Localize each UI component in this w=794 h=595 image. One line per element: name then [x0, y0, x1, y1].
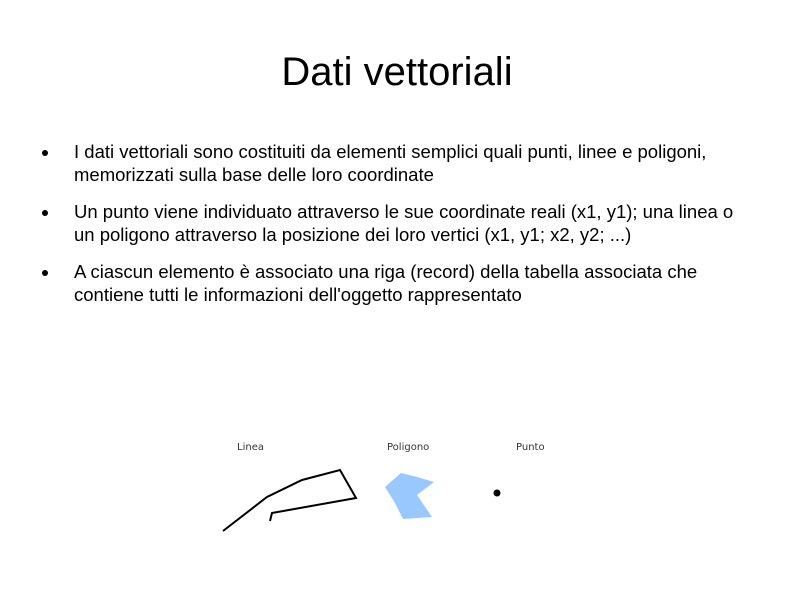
bullet-text: I dati vettoriali sono costituiti da elementi semplici quali punti, linee e poligoni, memorizzati sulla base delle loro coordinate: [74, 141, 707, 185]
slide-title: Dati vettoriali: [281, 50, 513, 94]
polygon-label: Poligono: [387, 442, 430, 453]
vector-types-figure: [215, 435, 555, 535]
line-label: Linea: [237, 442, 264, 453]
bullet-text: A ciascun elemento è associato una riga (record) della tabella associata che contiene tutti le informazioni dell'oggetto rappresentato: [74, 261, 698, 305]
polygon-feature: [385, 473, 434, 519]
bullet-text: Un punto viene individuato attraverso le sue coordinate reali (x1, y1); una linea o un poligono attraverso la posizione dei loro vertici (x1, y1; x2, y2; ...): [74, 201, 734, 245]
bullet-item: [0, 260, 794, 306]
vector-types-illustration: [215, 435, 555, 535]
bullet-dot-icon: [42, 270, 48, 276]
bullet-item: [0, 140, 794, 186]
bullet-item: [0, 200, 794, 246]
bullet-dot-icon: [42, 210, 48, 216]
point-feature: [494, 490, 501, 497]
line-feature: [223, 470, 356, 531]
bullet-list: [0, 140, 794, 320]
bullet-dot-icon: [42, 150, 48, 156]
point-label: Punto: [516, 442, 545, 453]
